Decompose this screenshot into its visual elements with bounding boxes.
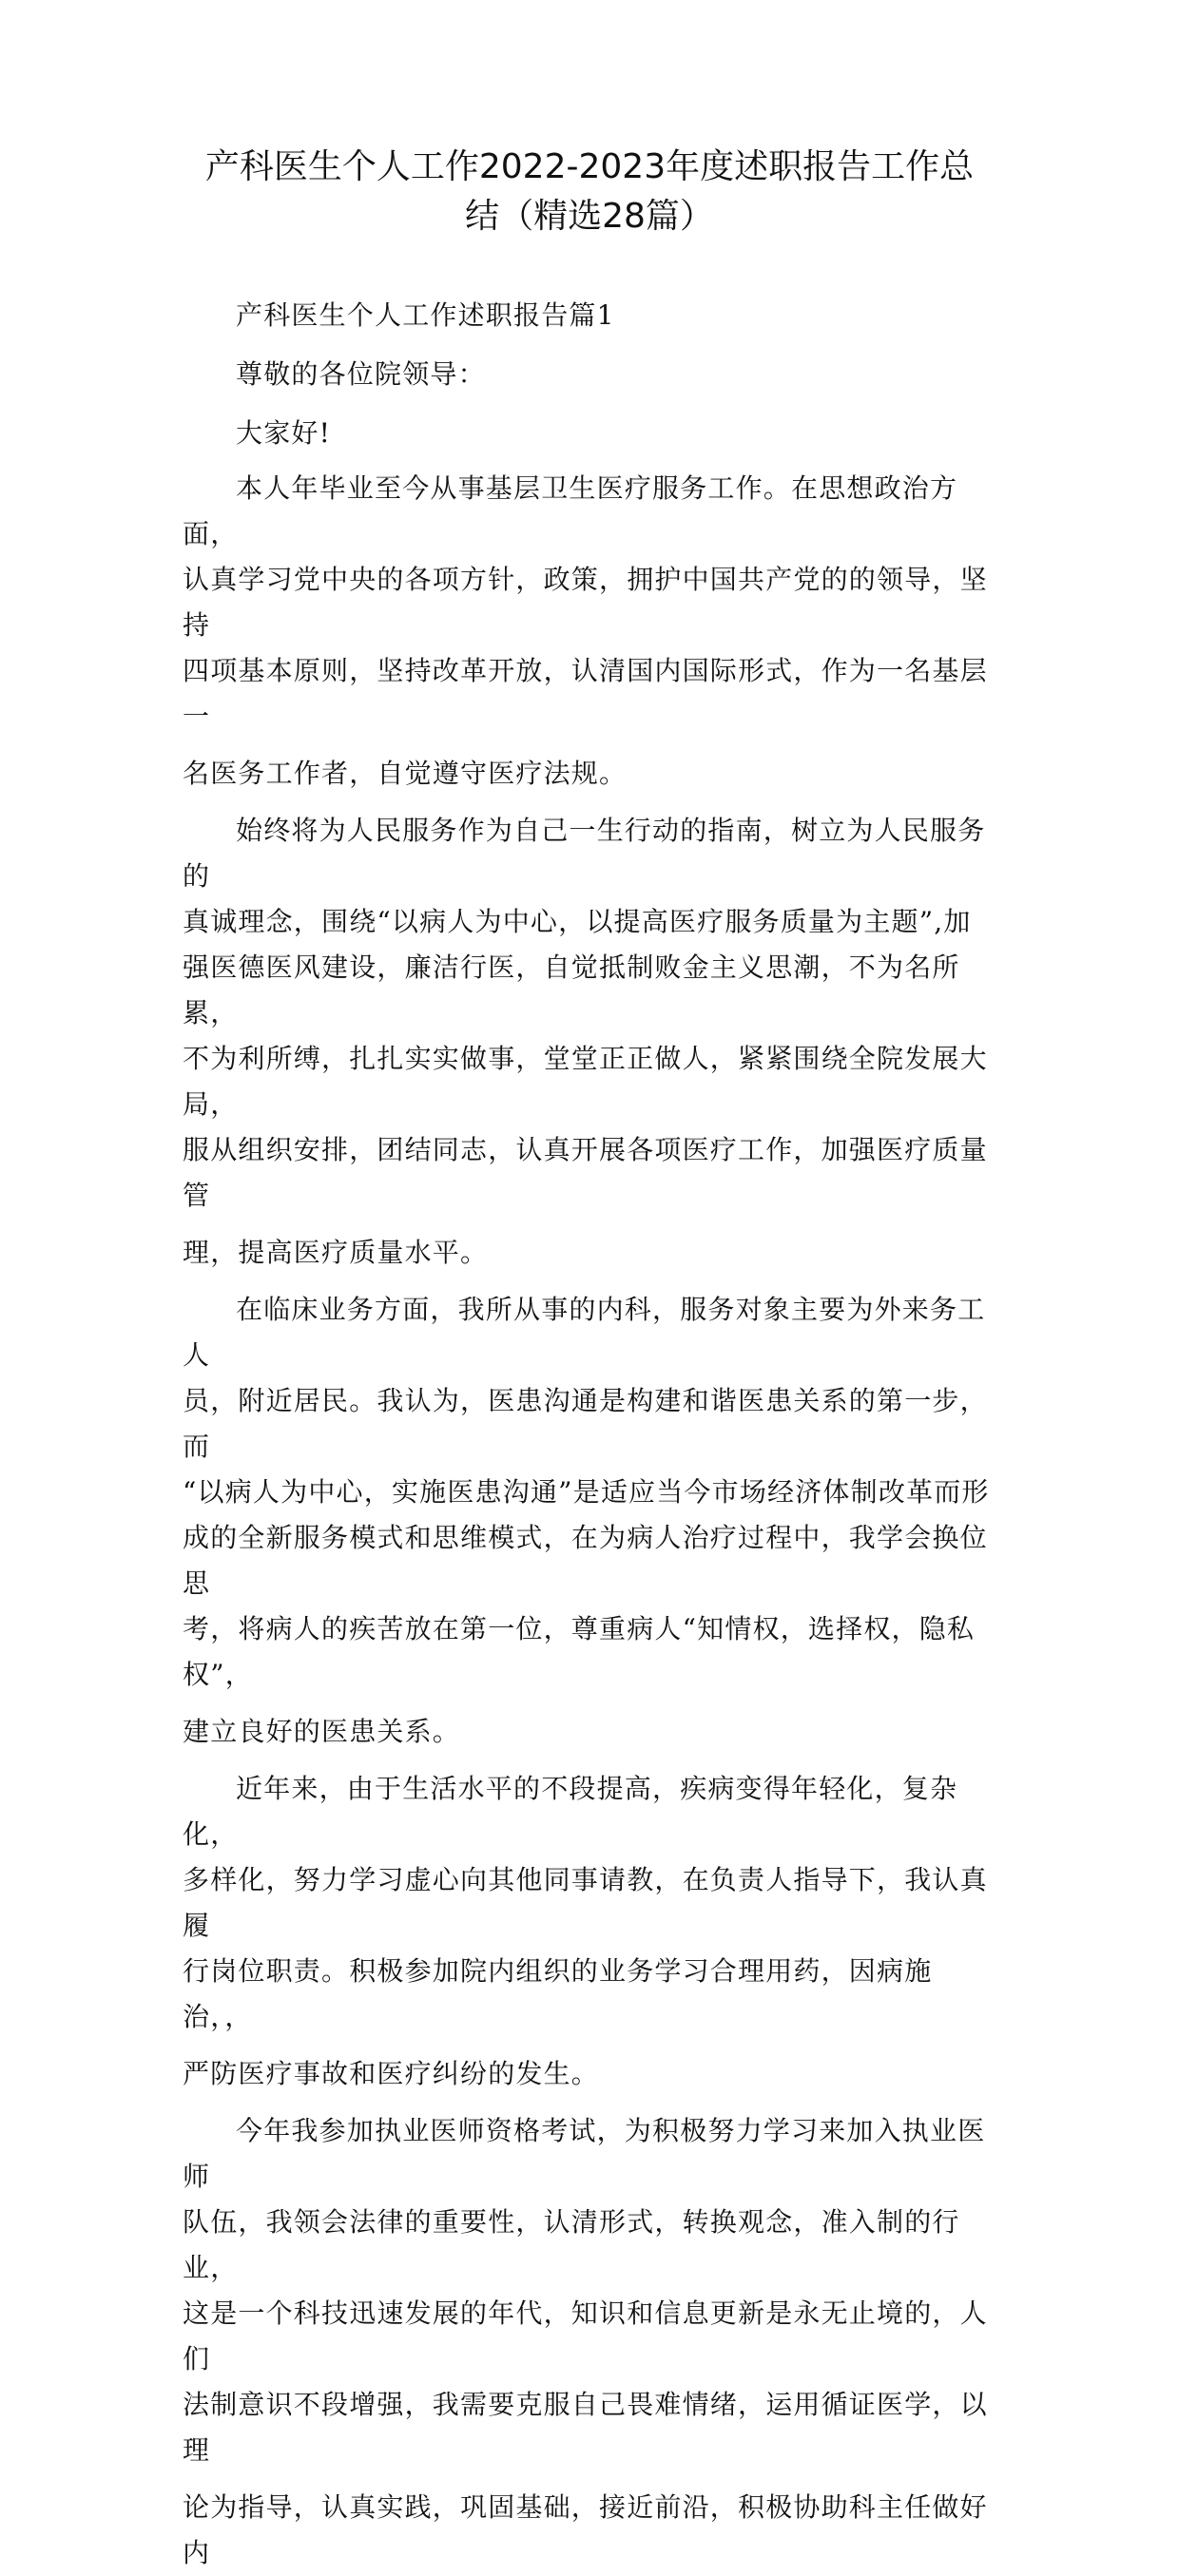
paragraph-5 — [183, 2108, 1000, 2576]
paragraph-line: 真诚理念，围绕“以病人为中心，以提高医疗服务质量为主题”,加 — [183, 906, 972, 937]
paragraph-last-line: 名医务工作者，自觉遵守医疗法规。 — [183, 758, 628, 789]
paragraph-line: 不为利所缚，扎扎实实做事，堂堂正正做人，紧紧围绕全院发展大局， — [183, 1043, 988, 1120]
paragraph-line: 在临床业务方面，我所从事的内科，服务对象主要为外来务工人 — [183, 1294, 986, 1371]
paragraph-line: 始终将为人民服务作为自己一生行动的指南，树立为人民服务的 — [183, 815, 986, 892]
paragraph-line: “以病人为中心，实施医患沟通”是适应当今市场经济体制改革而形 — [183, 1476, 990, 1508]
paragraph-1 — [183, 466, 1000, 797]
paragraph-2 — [183, 808, 1000, 1276]
paragraph-last-line: 理，提高医疗质量水平。 — [183, 1237, 489, 1268]
paragraph-last-line: 论为指导，认真实践，巩固基础，接近前沿，积极协助科主任做好内 — [183, 2491, 988, 2568]
paragraph-line: 考，将病人的疾苦放在第一位，尊重病人“知情权，选择权，隐私权”， — [183, 1613, 976, 1690]
paragraph-line: 本人年毕业至今从事基层卫生医疗服务工作。在思想政治方面， — [183, 472, 958, 549]
paragraph-line: 认真学习党中央的各项方针，政策，拥护中国共产党的的领导，坚持 — [183, 564, 988, 641]
paragraph-line: 成的全新服务模式和思维模式，在为病人治疗过程中，我学会换位思 — [183, 1522, 988, 1599]
paragraph-line: 近年来，由于生活水平的不段提高，疾病变得年轻化，复杂化， — [183, 1773, 958, 1850]
section-heading: 产科医生个人工作述职报告篇1 — [236, 299, 615, 331]
title-line-1: 产科医生个人工作2022-2023年度述职报告工作总 — [204, 147, 975, 186]
document-body — [183, 293, 1000, 2576]
paragraph-line: 这是一个科技迅速发展的年代，知识和信息更新是永无止境的，人们 — [183, 2297, 988, 2374]
paragraph-line: 员，附近居民。我认为，医患沟通是构建和谐医患关系的第一步，而 — [183, 1385, 988, 1462]
title-line-2: 结（精选28篇） — [465, 197, 714, 236]
paragraph-line: 今年我参加执业医师资格考试，为积极努力学习来加入执业医师 — [183, 2115, 986, 2192]
paragraph-last-line: 严防医疗事故和医疗纠纷的发生。 — [183, 2058, 600, 2089]
page-title — [190, 143, 989, 241]
greeting: 大家好! — [236, 417, 332, 449]
salutation: 尊敬的各位院领导： — [236, 358, 486, 390]
paragraph-line: 多样化，努力学习虚心向其他同事请教，在负责人指导下，我认真履 — [183, 1864, 988, 1941]
paragraph-line: 四项基本原则，坚持改革开放，认清国内国际形式，作为一名基层一 — [183, 655, 988, 732]
paragraph-line: 行岗位职责。积极参加院内组织的业务学习合理用药，因病施治，， — [183, 1955, 933, 2032]
paragraph-line: 队伍，我领会法律的重要性，认清形式，转换观念，准入制的行业， — [183, 2206, 960, 2283]
paragraph-4 — [183, 1766, 1000, 2097]
paragraph-line: 服从组织安排，团结同志，认真开展各项医疗工作，加强医疗质量管 — [183, 1134, 988, 1211]
paragraph-line: 强医德医风建设，廉洁行医，自觉抵制败金主义思潮，不为名所累， — [183, 952, 960, 1028]
paragraph-line: 法制意识不段增强，我需要克服自己畏难情绪，运用循证医学，以理 — [183, 2389, 988, 2466]
paragraph-3 — [183, 1287, 1000, 1755]
paragraph-last-line: 建立良好的医患关系。 — [183, 1716, 461, 1747]
